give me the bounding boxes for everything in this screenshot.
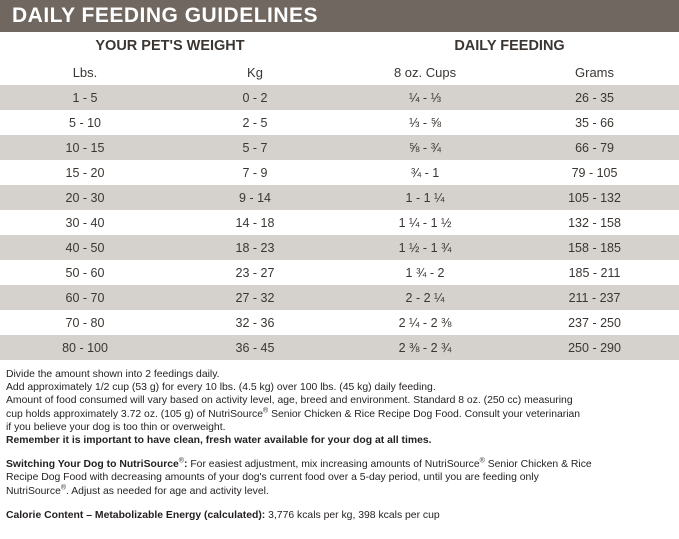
column-header-grams: Grams <box>510 59 679 85</box>
table-row <box>0 160 679 185</box>
notes-section <box>0 360 679 522</box>
cell-lbs: 30 - 40 <box>0 210 170 235</box>
cell-cups: ⅝ - ¾ <box>340 135 510 160</box>
note-water-reminder <box>6 434 673 447</box>
note-switching-heading: Switching Your Dog to NutriSource <box>6 459 179 471</box>
cell-lbs: 50 - 60 <box>0 260 170 285</box>
cell-kg: 0 - 2 <box>170 85 340 110</box>
note-switching-text-a: For easiest adjustment, mix increasing amounts of NutriSource <box>187 459 480 471</box>
cell-lbs: 15 - 20 <box>0 160 170 185</box>
cell-grams: 35 - 66 <box>510 110 679 135</box>
cell-kg: 27 - 32 <box>170 285 340 310</box>
cell-cups: 2 ⅜ - 2 ¾ <box>340 335 510 360</box>
note-amount-varies-line1: Amount of food consumed will vary based on activity level, age, breed and environment. Standard 8 oz. (250 cc) measuring <box>6 395 573 407</box>
cell-kg: 32 - 36 <box>170 310 340 335</box>
group-header-feeding: DAILY FEEDING <box>340 32 679 59</box>
cell-cups: 1 ½ - 1 ¾ <box>340 235 510 260</box>
cell-kg: 7 - 9 <box>170 160 340 185</box>
table-row <box>0 110 679 135</box>
table-row <box>0 285 679 310</box>
note-water-reminder-text: Remember it is important to have clean, fresh water available for your dog at all times. <box>6 435 432 447</box>
note-switching-line3b: . Adjust as needed for age and activity level. <box>66 485 269 497</box>
cell-grams: 158 - 185 <box>510 235 679 260</box>
cell-grams: 132 - 158 <box>510 210 679 235</box>
cell-grams: 250 - 290 <box>510 335 679 360</box>
note-amount-varies-line2a: cup holds approximately 3.72 oz. (105 g) of NutriSource <box>6 408 264 420</box>
note-switching-text-b: Senior Chicken & Rice <box>484 459 592 471</box>
cell-grams: 66 - 79 <box>510 135 679 160</box>
note-switching <box>6 458 673 498</box>
cell-lbs: 10 - 15 <box>0 135 170 160</box>
registered-mark-icon: ® <box>263 407 269 415</box>
note-amount-varies-line3: if you believe your dog is too thin or overweight. <box>6 421 226 433</box>
registered-mark-icon: ® <box>60 484 67 492</box>
calorie-content-value: 3,776 kcals per kg, 398 kcals per cup <box>265 509 440 521</box>
column-header-lbs: Lbs. <box>0 59 170 85</box>
table-column-header-row <box>0 59 679 85</box>
cell-kg: 14 - 18 <box>170 210 340 235</box>
cell-grams: 211 - 237 <box>510 285 679 310</box>
table-row <box>0 310 679 335</box>
column-header-kg: Kg <box>170 59 340 85</box>
cell-cups: 1 ¾ - 2 <box>340 260 510 285</box>
cell-grams: 79 - 105 <box>510 160 679 185</box>
note-add-half-cup: Add approximately 1/2 cup (53 g) for every 10 lbs. (4.5 kg) over 100 lbs. (45 kg) daily feeding. <box>6 382 436 394</box>
table-group-header-row <box>0 32 679 59</box>
note-switching-line2: Recipe Dog Food with decreasing amounts of your dog's current food over a 5-day period, until you are feeding only <box>6 472 539 484</box>
table-row <box>0 260 679 285</box>
cell-grams: 237 - 250 <box>510 310 679 335</box>
registered-mark-icon: ® <box>178 457 184 465</box>
note-amount-varies-line2b: Senior Chicken & Rice Recipe Dog Food. Consult your veterinarian <box>268 408 581 420</box>
cell-lbs: 80 - 100 <box>0 335 170 360</box>
cell-grams: 26 - 35 <box>510 85 679 110</box>
page-title: DAILY FEEDING GUIDELINES <box>12 4 319 27</box>
cell-kg: 23 - 27 <box>170 260 340 285</box>
table-row <box>0 335 679 360</box>
cell-grams: 185 - 211 <box>510 260 679 285</box>
cell-lbs: 20 - 30 <box>0 185 170 210</box>
table-row <box>0 235 679 260</box>
cell-cups: 1 - 1 ¼ <box>340 185 510 210</box>
cell-lbs: 40 - 50 <box>0 235 170 260</box>
cell-lbs: 70 - 80 <box>0 310 170 335</box>
cell-cups: ¼ - ⅓ <box>340 85 510 110</box>
cell-grams: 105 - 132 <box>510 185 679 210</box>
note-amount-varies <box>6 394 673 434</box>
cell-cups: ⅓ - ⅝ <box>340 110 510 135</box>
column-header-cups: 8 oz. Cups <box>340 59 510 85</box>
cell-lbs: 60 - 70 <box>0 285 170 310</box>
table-row <box>0 85 679 110</box>
cell-kg: 36 - 45 <box>170 335 340 360</box>
cell-kg: 18 - 23 <box>170 235 340 260</box>
cell-kg: 2 - 5 <box>170 110 340 135</box>
cell-lbs: 5 - 10 <box>0 110 170 135</box>
table-row <box>0 210 679 235</box>
cell-kg: 5 - 7 <box>170 135 340 160</box>
note-switching-heading-colon: : <box>183 459 188 471</box>
cell-kg: 9 - 14 <box>170 185 340 210</box>
cell-cups: 1 ¼ - 1 ½ <box>340 210 510 235</box>
calorie-content-label: Calorie Content – Metabolizable Energy (calculated): <box>6 509 266 521</box>
group-header-weight: YOUR PET'S WEIGHT <box>0 32 340 59</box>
note-divide-feedings: Divide the amount shown into 2 feedings daily. <box>6 369 220 380</box>
registered-mark-icon: ® <box>479 457 485 465</box>
cell-lbs: 1 - 5 <box>0 85 170 110</box>
note-switching-line3a: NutriSource <box>6 485 61 497</box>
cell-cups: 2 - 2 ¼ <box>340 285 510 310</box>
note-calorie-content <box>6 509 673 522</box>
feeding-table <box>0 32 679 360</box>
table-row <box>0 185 679 210</box>
cell-cups: 2 ¼ - 2 ⅜ <box>340 310 510 335</box>
page-title-bar <box>0 0 679 32</box>
cell-cups: ¾ - 1 <box>340 160 510 185</box>
table-row <box>0 135 679 160</box>
